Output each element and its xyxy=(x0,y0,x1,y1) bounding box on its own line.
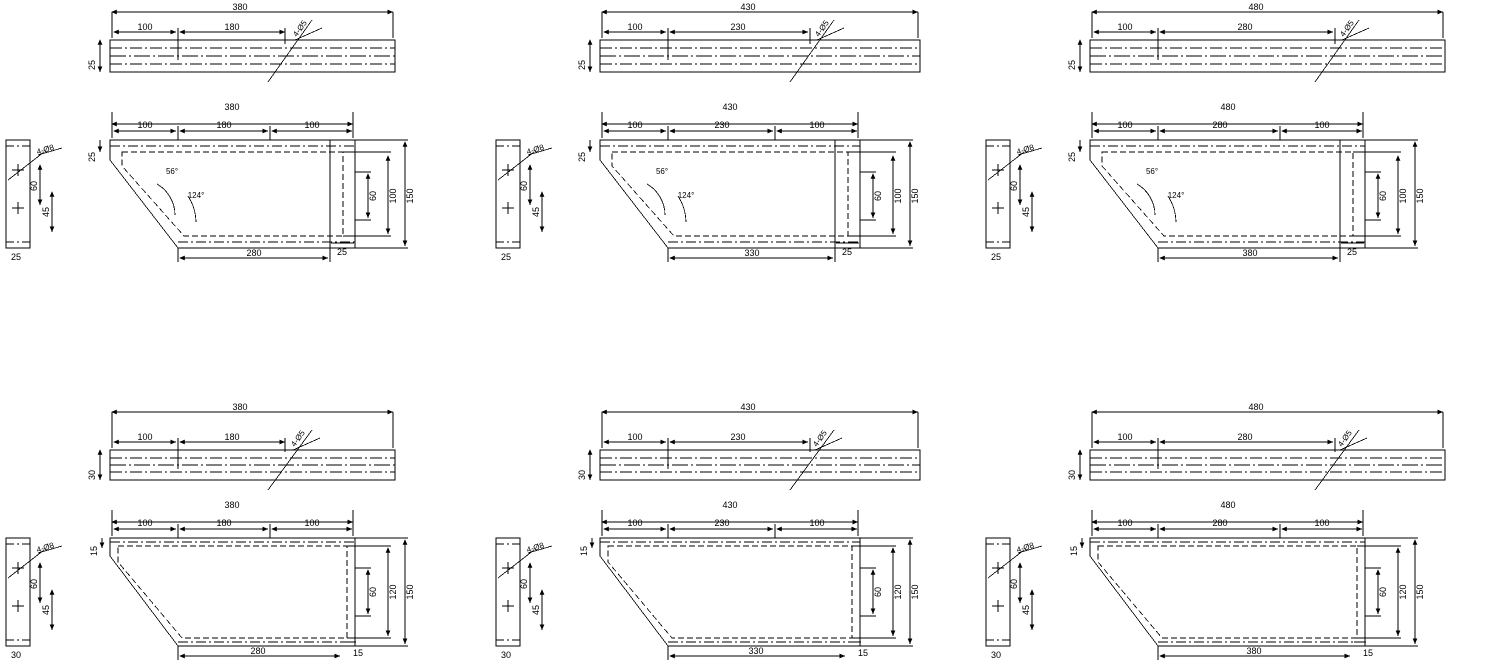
dim-height-inner: 120 xyxy=(893,584,903,600)
dim-height-inner: 120 xyxy=(388,584,398,600)
hole-callout: 4-Ø8 xyxy=(35,540,56,555)
dim-hole-left: 100 xyxy=(137,432,153,442)
group-top-right xyxy=(986,12,1445,262)
dim-height-total: 150 xyxy=(910,188,920,204)
dim-60: 60 xyxy=(1009,180,1019,192)
dim-seg-right: 100 xyxy=(1314,120,1330,130)
side-view xyxy=(1080,112,1418,262)
dim-60: 60 xyxy=(519,578,529,590)
hole-callout: 4-Ø8 xyxy=(525,142,546,157)
dim-angle-b: 124° xyxy=(187,191,205,200)
dim-flange: 15 xyxy=(352,648,364,658)
end-view xyxy=(6,140,62,248)
dim-30: 30 xyxy=(500,650,512,660)
dim-height-inner: 100 xyxy=(893,188,903,204)
dim-thickness: 15 xyxy=(1069,546,1079,557)
dim-thickness: 30 xyxy=(87,470,97,481)
side-view xyxy=(100,112,408,262)
dim-25: 25 xyxy=(500,252,512,262)
hole-callout: 4-Ø5 xyxy=(1338,18,1356,39)
dim-25: 25 xyxy=(990,252,1002,262)
dim-seg-mid: 280 xyxy=(1212,518,1228,528)
dim-thickness: 15 xyxy=(579,546,589,557)
end-view xyxy=(496,538,552,646)
dim-seg-right: 100 xyxy=(1314,518,1330,528)
dim-overall-length: 480 xyxy=(1220,102,1236,112)
dim-60: 60 xyxy=(29,180,39,192)
dim-hole-mid: 180 xyxy=(224,22,240,32)
dim-45: 45 xyxy=(41,206,51,218)
dim-height-inner: 100 xyxy=(1398,188,1408,204)
dim-seg-right: 100 xyxy=(304,518,320,528)
dim-angle-a: 56° xyxy=(165,167,179,176)
dim-hole-mid: 230 xyxy=(730,432,746,442)
group-top-left xyxy=(6,12,408,262)
dim-thickness: 25 xyxy=(577,152,587,163)
dim-hole-mid: 280 xyxy=(1237,432,1253,442)
dim-height-lip: 60 xyxy=(873,586,883,598)
dim-flange: 25 xyxy=(1346,247,1358,257)
dim-height-lip: 60 xyxy=(873,190,883,202)
hole-callout: 4-Ø8 xyxy=(1015,142,1036,157)
dim-overall-length: 480 xyxy=(1248,402,1264,412)
hole-callout: 4-Ø8 xyxy=(1015,540,1036,555)
dim-flange: 15 xyxy=(857,648,869,658)
group-bottom-center xyxy=(496,412,920,660)
dim-bottom-length: 330 xyxy=(748,646,764,656)
dim-45: 45 xyxy=(531,604,541,616)
dim-seg-mid: 230 xyxy=(714,518,730,528)
dim-overall-length: 430 xyxy=(740,402,756,412)
dim-height-inner: 100 xyxy=(388,188,398,204)
dim-seg-right: 100 xyxy=(809,518,825,528)
dim-height-total: 150 xyxy=(405,188,415,204)
end-view xyxy=(986,140,1042,248)
dim-overall-length: 380 xyxy=(232,2,248,12)
top-view xyxy=(1080,12,1445,82)
dim-thickness: 25 xyxy=(1067,60,1077,71)
dim-30: 30 xyxy=(10,650,22,660)
end-view xyxy=(6,538,62,646)
dim-height-lip: 60 xyxy=(368,586,378,598)
dim-thickness: 15 xyxy=(89,546,99,557)
dim-thickness: 25 xyxy=(87,60,97,71)
dim-hole-left: 100 xyxy=(1117,22,1133,32)
dim-60: 60 xyxy=(1009,578,1019,590)
dim-flange: 25 xyxy=(841,247,853,257)
hole-callout: 4-Ø8 xyxy=(525,540,546,555)
top-view xyxy=(1080,412,1445,490)
top-view xyxy=(590,412,920,490)
side-view xyxy=(592,510,913,660)
end-view xyxy=(986,538,1042,646)
dim-flange: 15 xyxy=(1362,648,1374,658)
dim-seg-right: 100 xyxy=(809,120,825,130)
dim-overall-length: 380 xyxy=(224,500,240,510)
dim-seg-left: 100 xyxy=(137,518,153,528)
group-bottom-left xyxy=(6,412,408,660)
dim-height-lip: 60 xyxy=(368,190,378,202)
dim-seg-left: 100 xyxy=(137,120,153,130)
dim-hole-mid: 230 xyxy=(730,22,746,32)
dim-hole-left: 100 xyxy=(627,432,643,442)
dim-angle-a: 56° xyxy=(1145,167,1159,176)
dim-bottom-length: 280 xyxy=(250,646,266,656)
dim-overall-length: 480 xyxy=(1220,500,1236,510)
dim-45: 45 xyxy=(531,206,541,218)
dim-hole-mid: 180 xyxy=(224,432,240,442)
dim-height-total: 150 xyxy=(1415,584,1425,600)
dim-overall-length: 430 xyxy=(722,102,738,112)
dim-60: 60 xyxy=(29,578,39,590)
dim-thickness: 30 xyxy=(577,470,587,481)
dim-seg-left: 100 xyxy=(1117,518,1133,528)
dim-45: 45 xyxy=(1021,604,1031,616)
dim-30: 30 xyxy=(990,650,1002,660)
dim-thickness: 25 xyxy=(577,60,587,71)
side-view xyxy=(1082,510,1418,660)
dim-seg-mid: 180 xyxy=(216,518,232,528)
dim-hole-mid: 280 xyxy=(1237,22,1253,32)
dim-hole-left: 100 xyxy=(627,22,643,32)
dim-bottom-length: 330 xyxy=(744,248,760,258)
dim-height-total: 150 xyxy=(405,584,415,600)
dim-seg-mid: 280 xyxy=(1212,120,1228,130)
dim-thickness: 25 xyxy=(1067,152,1077,163)
side-view xyxy=(590,112,913,262)
dim-height-lip: 60 xyxy=(1378,586,1388,598)
dim-angle-a: 56° xyxy=(655,167,669,176)
dim-25: 25 xyxy=(10,252,22,262)
hole-callout: 4-Ø5 xyxy=(813,18,831,39)
dim-45: 45 xyxy=(1021,206,1031,218)
dim-height-total: 150 xyxy=(910,584,920,600)
dim-seg-left: 100 xyxy=(1117,120,1133,130)
dim-seg-mid: 180 xyxy=(216,120,232,130)
dim-seg-left: 100 xyxy=(627,120,643,130)
dim-bottom-length: 380 xyxy=(1242,248,1258,258)
hole-callout: 4-Ø5 xyxy=(291,18,309,39)
hole-callout: 4-Ø8 xyxy=(35,142,56,157)
dim-flange: 25 xyxy=(336,247,348,257)
group-top-center xyxy=(496,12,920,262)
hole-callout: 4-Ø5 xyxy=(289,428,307,449)
dim-seg-left: 100 xyxy=(627,518,643,528)
dim-hole-left: 100 xyxy=(137,22,153,32)
dim-overall-length: 380 xyxy=(232,402,248,412)
dim-bottom-length: 280 xyxy=(246,248,262,258)
dim-bottom-length: 380 xyxy=(1246,646,1262,656)
dim-angle-b: 124° xyxy=(1167,191,1185,200)
end-view xyxy=(496,140,552,248)
dim-seg-right: 100 xyxy=(304,120,320,130)
dim-height-inner: 120 xyxy=(1398,584,1408,600)
dim-thickness: 25 xyxy=(87,152,97,163)
dim-angle-b: 124° xyxy=(677,191,695,200)
dim-60: 60 xyxy=(519,180,529,192)
dim-overall-length: 480 xyxy=(1248,2,1264,12)
hole-callout: 4-Ø5 xyxy=(811,428,829,449)
side-view xyxy=(102,510,408,660)
dim-45: 45 xyxy=(41,604,51,616)
dim-thickness: 30 xyxy=(1067,470,1077,481)
hole-callout: 4-Ø5 xyxy=(1336,428,1354,449)
dim-hole-left: 100 xyxy=(1117,432,1133,442)
dim-overall-length: 430 xyxy=(740,2,756,12)
group-bottom-right xyxy=(986,412,1445,660)
dim-seg-mid: 230 xyxy=(714,120,730,130)
dim-overall-length: 430 xyxy=(722,500,738,510)
top-view xyxy=(100,412,395,490)
dim-height-lip: 60 xyxy=(1378,190,1388,202)
dim-height-total: 150 xyxy=(1415,188,1425,204)
dim-overall-length: 380 xyxy=(224,102,240,112)
